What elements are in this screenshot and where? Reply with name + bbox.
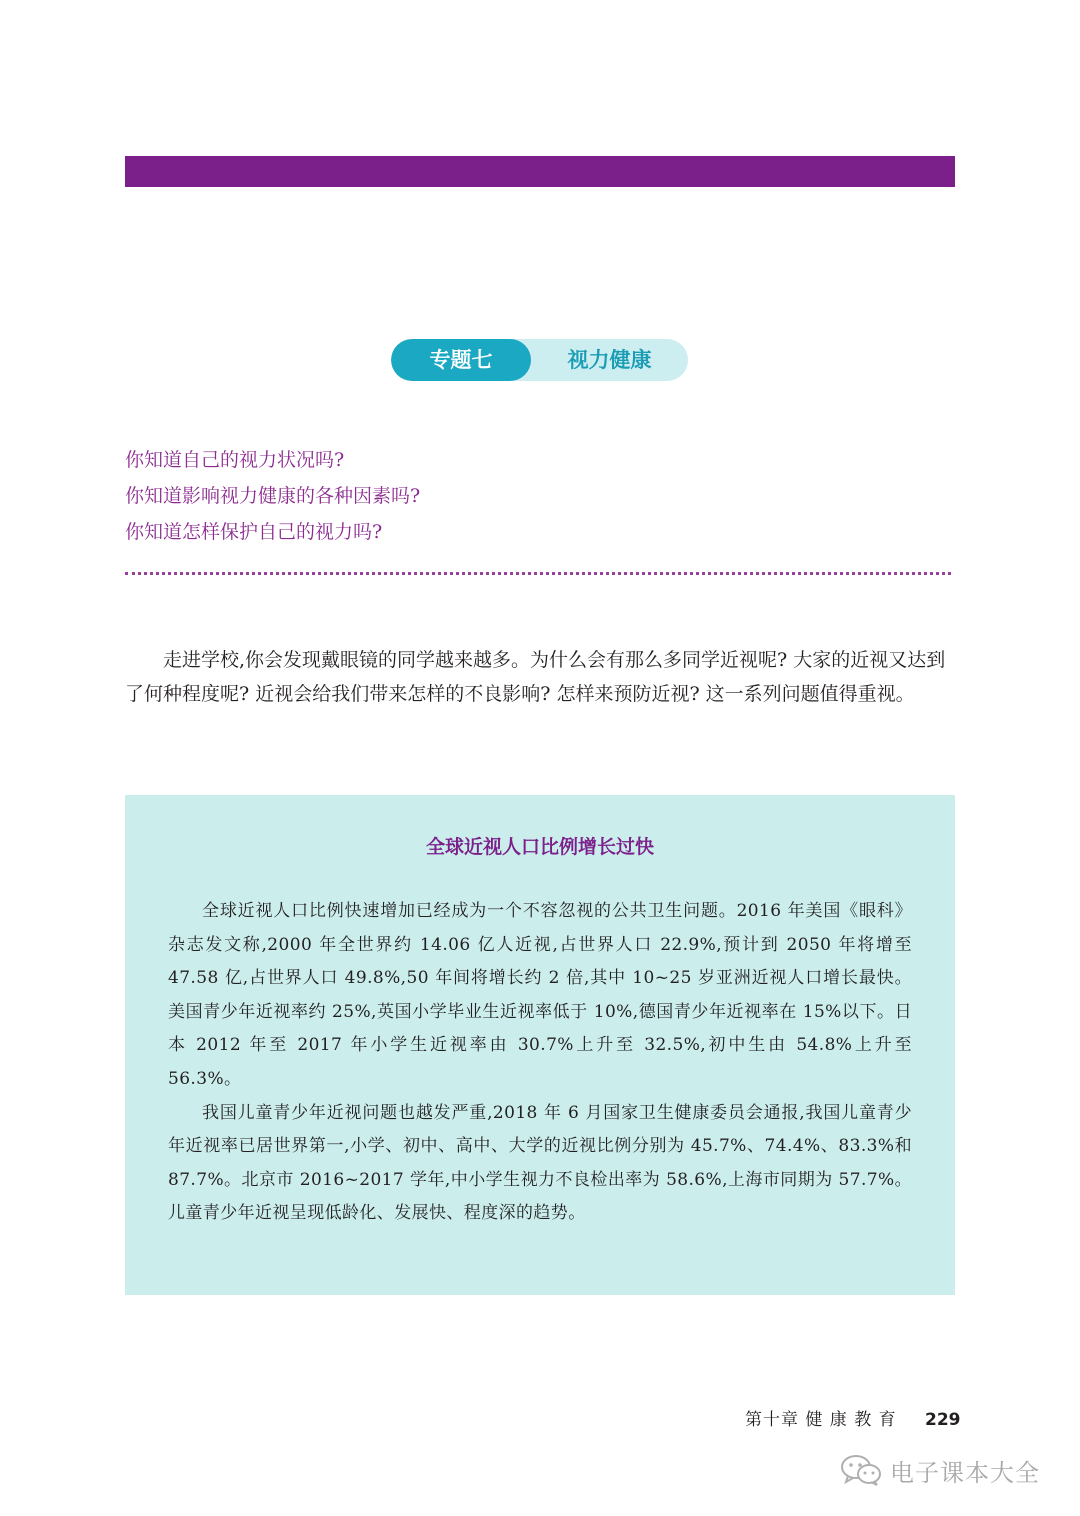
- info-paragraph: 我国儿童青少年近视问题也越发严重,2018 年 6 月国家卫生健康委员会通报,我国儿童青少年近视率已居世界第一,小学、初中、高中、大学的近视比例分别为 45.7%、74.4%、83.3%和 87.7%。北京市 2016~2017 学年,中小学生视力不良检出率为 58.6%,上海市同期为 57.7%。儿童青少年近视呈现低龄化、发展快、程度深的趋势。: [168, 1102, 912, 1224]
- guiding-questions: [125, 442, 955, 550]
- question-item: 你知道怎样保护自己的视力吗?: [125, 521, 383, 543]
- page-number: 229: [925, 1410, 961, 1430]
- info-paragraph: 全球近视人口比例快速增加已经成为一个不容忽视的公共卫生问题。2016 年美国《眼科》杂志发文称,2000 年全世界约 14.06 亿人近视,占世界人口 22.9%,预计到 2050 年将增至 47.58 亿,占世界人口 49.8%,50 年间将增长约 2 倍,其中 10~25 岁亚洲近视人口增长最快。美国青少年近视率约 25%,英国小学毕业生近视率低于 10%,德国青少年近视率在 15%以下。日本 2012 年至 2017 年小学生近视率由 30.7%上升至 32.5%,初中生由 54.8%上升至 56.3%。: [168, 901, 912, 1089]
- info-box-body: [168, 895, 912, 1231]
- watermark: [840, 1450, 1040, 1490]
- dotted-divider: [125, 572, 951, 575]
- topic-title: 视力健康: [567, 348, 652, 372]
- question-item: 你知道影响视力健康的各种因素吗?: [125, 485, 421, 507]
- footer-chapter-title: 第十章 健 康 教 育: [745, 1410, 897, 1430]
- intro-paragraph: 走进学校,你会发现戴眼镜的同学越来越多。为什么会有那么多同学近视呢? 大家的近视又达到了何种程度呢? 近视会给我们带来怎样的不良影响? 怎样来预防近视? 这一系列问题值得重视。: [125, 649, 946, 705]
- info-box-title: 全球近视人口比例增长过快: [425, 836, 654, 858]
- topic-number: 专题七: [391, 339, 531, 381]
- watermark-text: 电子课本大全: [890, 1458, 1040, 1487]
- chapter-header-bar: [125, 156, 955, 187]
- topic-label: [391, 339, 688, 381]
- wechat-icon: [840, 1453, 882, 1487]
- question-item: 你知道自己的视力状况吗?: [125, 449, 345, 471]
